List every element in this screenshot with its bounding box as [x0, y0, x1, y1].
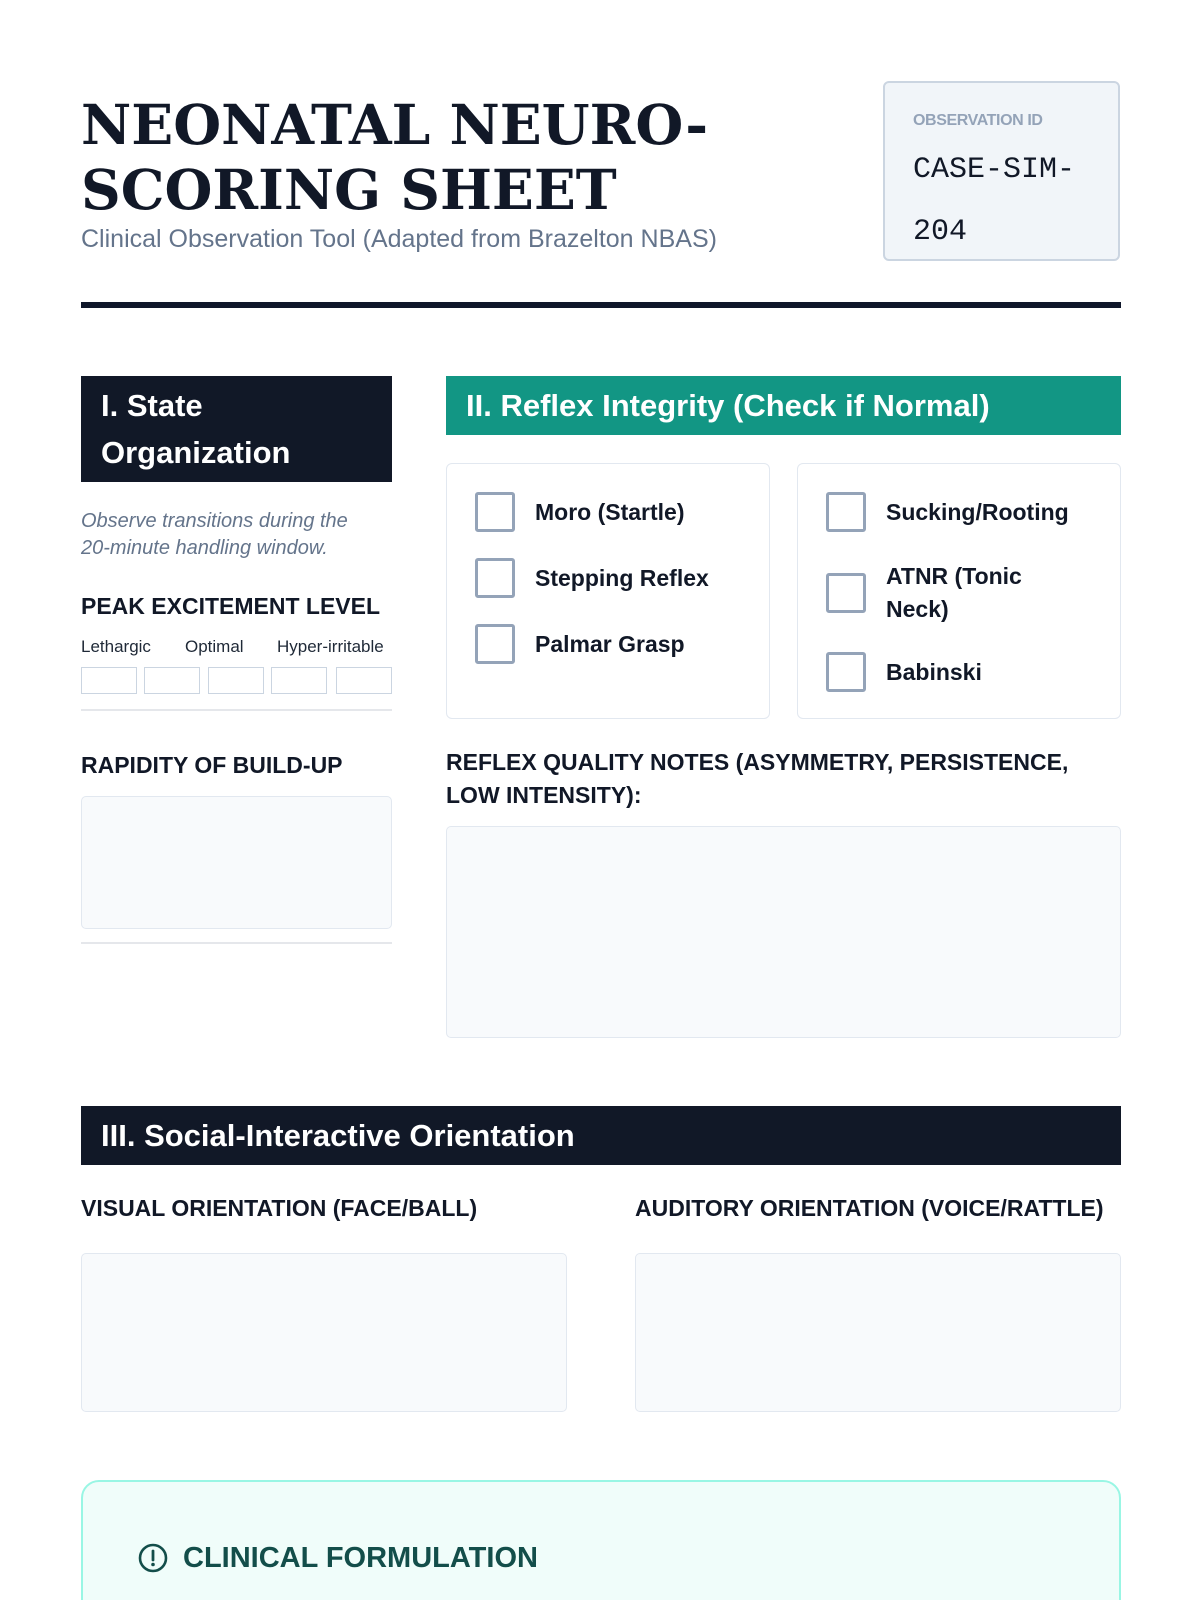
excitement-scale-box-5[interactable] — [336, 667, 392, 694]
sucking-rooting-checkbox[interactable] — [826, 492, 866, 532]
reflex-notes-input[interactable] — [446, 826, 1121, 1038]
moro-checkbox[interactable] — [475, 492, 515, 532]
babinski-checkbox[interactable] — [826, 652, 866, 692]
visual-orientation-input[interactable] — [81, 1253, 567, 1412]
rapidity-input[interactable] — [81, 796, 392, 929]
reflex-label: Stepping Reflex — [535, 564, 709, 591]
section-social-interactive-header: III. Social-Interactive Orientation — [81, 1106, 1121, 1165]
state-organization-note: Observe transitions during the 20-minute handling window. — [81, 510, 348, 559]
excitement-scale-box-3[interactable] — [208, 667, 264, 694]
page-title: NEONATAL NEURO- SCORING SHEET — [81, 92, 709, 222]
peak-excitement-label: PEAK EXCITEMENT LEVEL — [81, 593, 381, 619]
reflex-notes-label: REFLEX QUALITY NOTES (ASYMMETRY, PERSISTENCE, LOW INTENSITY): — [446, 749, 1069, 808]
observation-id-box — [883, 81, 1120, 261]
reflex-label: Babinski — [886, 658, 982, 685]
rapidity-label: RAPIDITY OF BUILD-UP — [81, 752, 343, 778]
observation-id-label: OBSERVATION ID — [913, 112, 1043, 129]
reflex-card-right — [797, 463, 1121, 719]
excitement-scale-box-4[interactable] — [271, 667, 327, 694]
reflex-label: ATNR (Tonic Neck) — [886, 563, 1022, 622]
palmar-grasp-checkbox[interactable] — [475, 624, 515, 664]
section-state-organization-header: I. State Organization — [81, 376, 392, 482]
section1-divider — [81, 709, 392, 711]
scale-label-hyper-irritable: Hyper-irritable — [277, 637, 384, 656]
reflex-item-palmar-grasp[interactable] — [475, 624, 685, 664]
stepping-checkbox[interactable] — [475, 558, 515, 598]
atnr-checkbox[interactable] — [826, 573, 866, 613]
header-divider — [81, 302, 1121, 308]
excitement-scale-box-2[interactable] — [144, 667, 200, 694]
excitement-scale-box-1[interactable] — [81, 667, 137, 694]
reflex-item-moro[interactable] — [475, 492, 685, 532]
alert-circle-icon — [137, 1542, 169, 1574]
clinical-formulation-heading — [137, 1538, 538, 1578]
section-reflex-integrity-header: II. Reflex Integrity (Check if Normal) — [446, 376, 1121, 435]
auditory-orientation-input[interactable] — [635, 1253, 1121, 1412]
auditory-orientation-label: AUDITORY ORIENTATION (VOICE/RATTLE) — [635, 1195, 1104, 1221]
reflex-item-stepping[interactable] — [475, 558, 709, 598]
reflex-card-left — [446, 463, 770, 719]
clinical-formulation-title: CLINICAL FORMULATION — [183, 1542, 538, 1574]
scale-label-optimal: Optimal — [185, 637, 244, 656]
visual-orientation-label: VISUAL ORIENTATION (FACE/BALL) — [81, 1195, 478, 1221]
page-subtitle: Clinical Observation Tool (Adapted from Brazelton NBAS) — [81, 225, 717, 253]
reflex-item-sucking-rooting[interactable] — [826, 492, 1069, 532]
observation-id-value: CASE-SIM- 204 — [913, 153, 1076, 249]
section1-bottom-divider — [81, 942, 392, 944]
reflex-item-babinski[interactable] — [826, 652, 982, 692]
reflex-label: Sucking/Rooting — [886, 498, 1069, 525]
scale-label-lethargic: Lethargic — [81, 637, 151, 656]
reflex-label: Moro (Startle) — [535, 498, 685, 525]
reflex-item-atnr[interactable] — [826, 560, 1022, 626]
reflex-label: Palmar Grasp — [535, 630, 685, 657]
